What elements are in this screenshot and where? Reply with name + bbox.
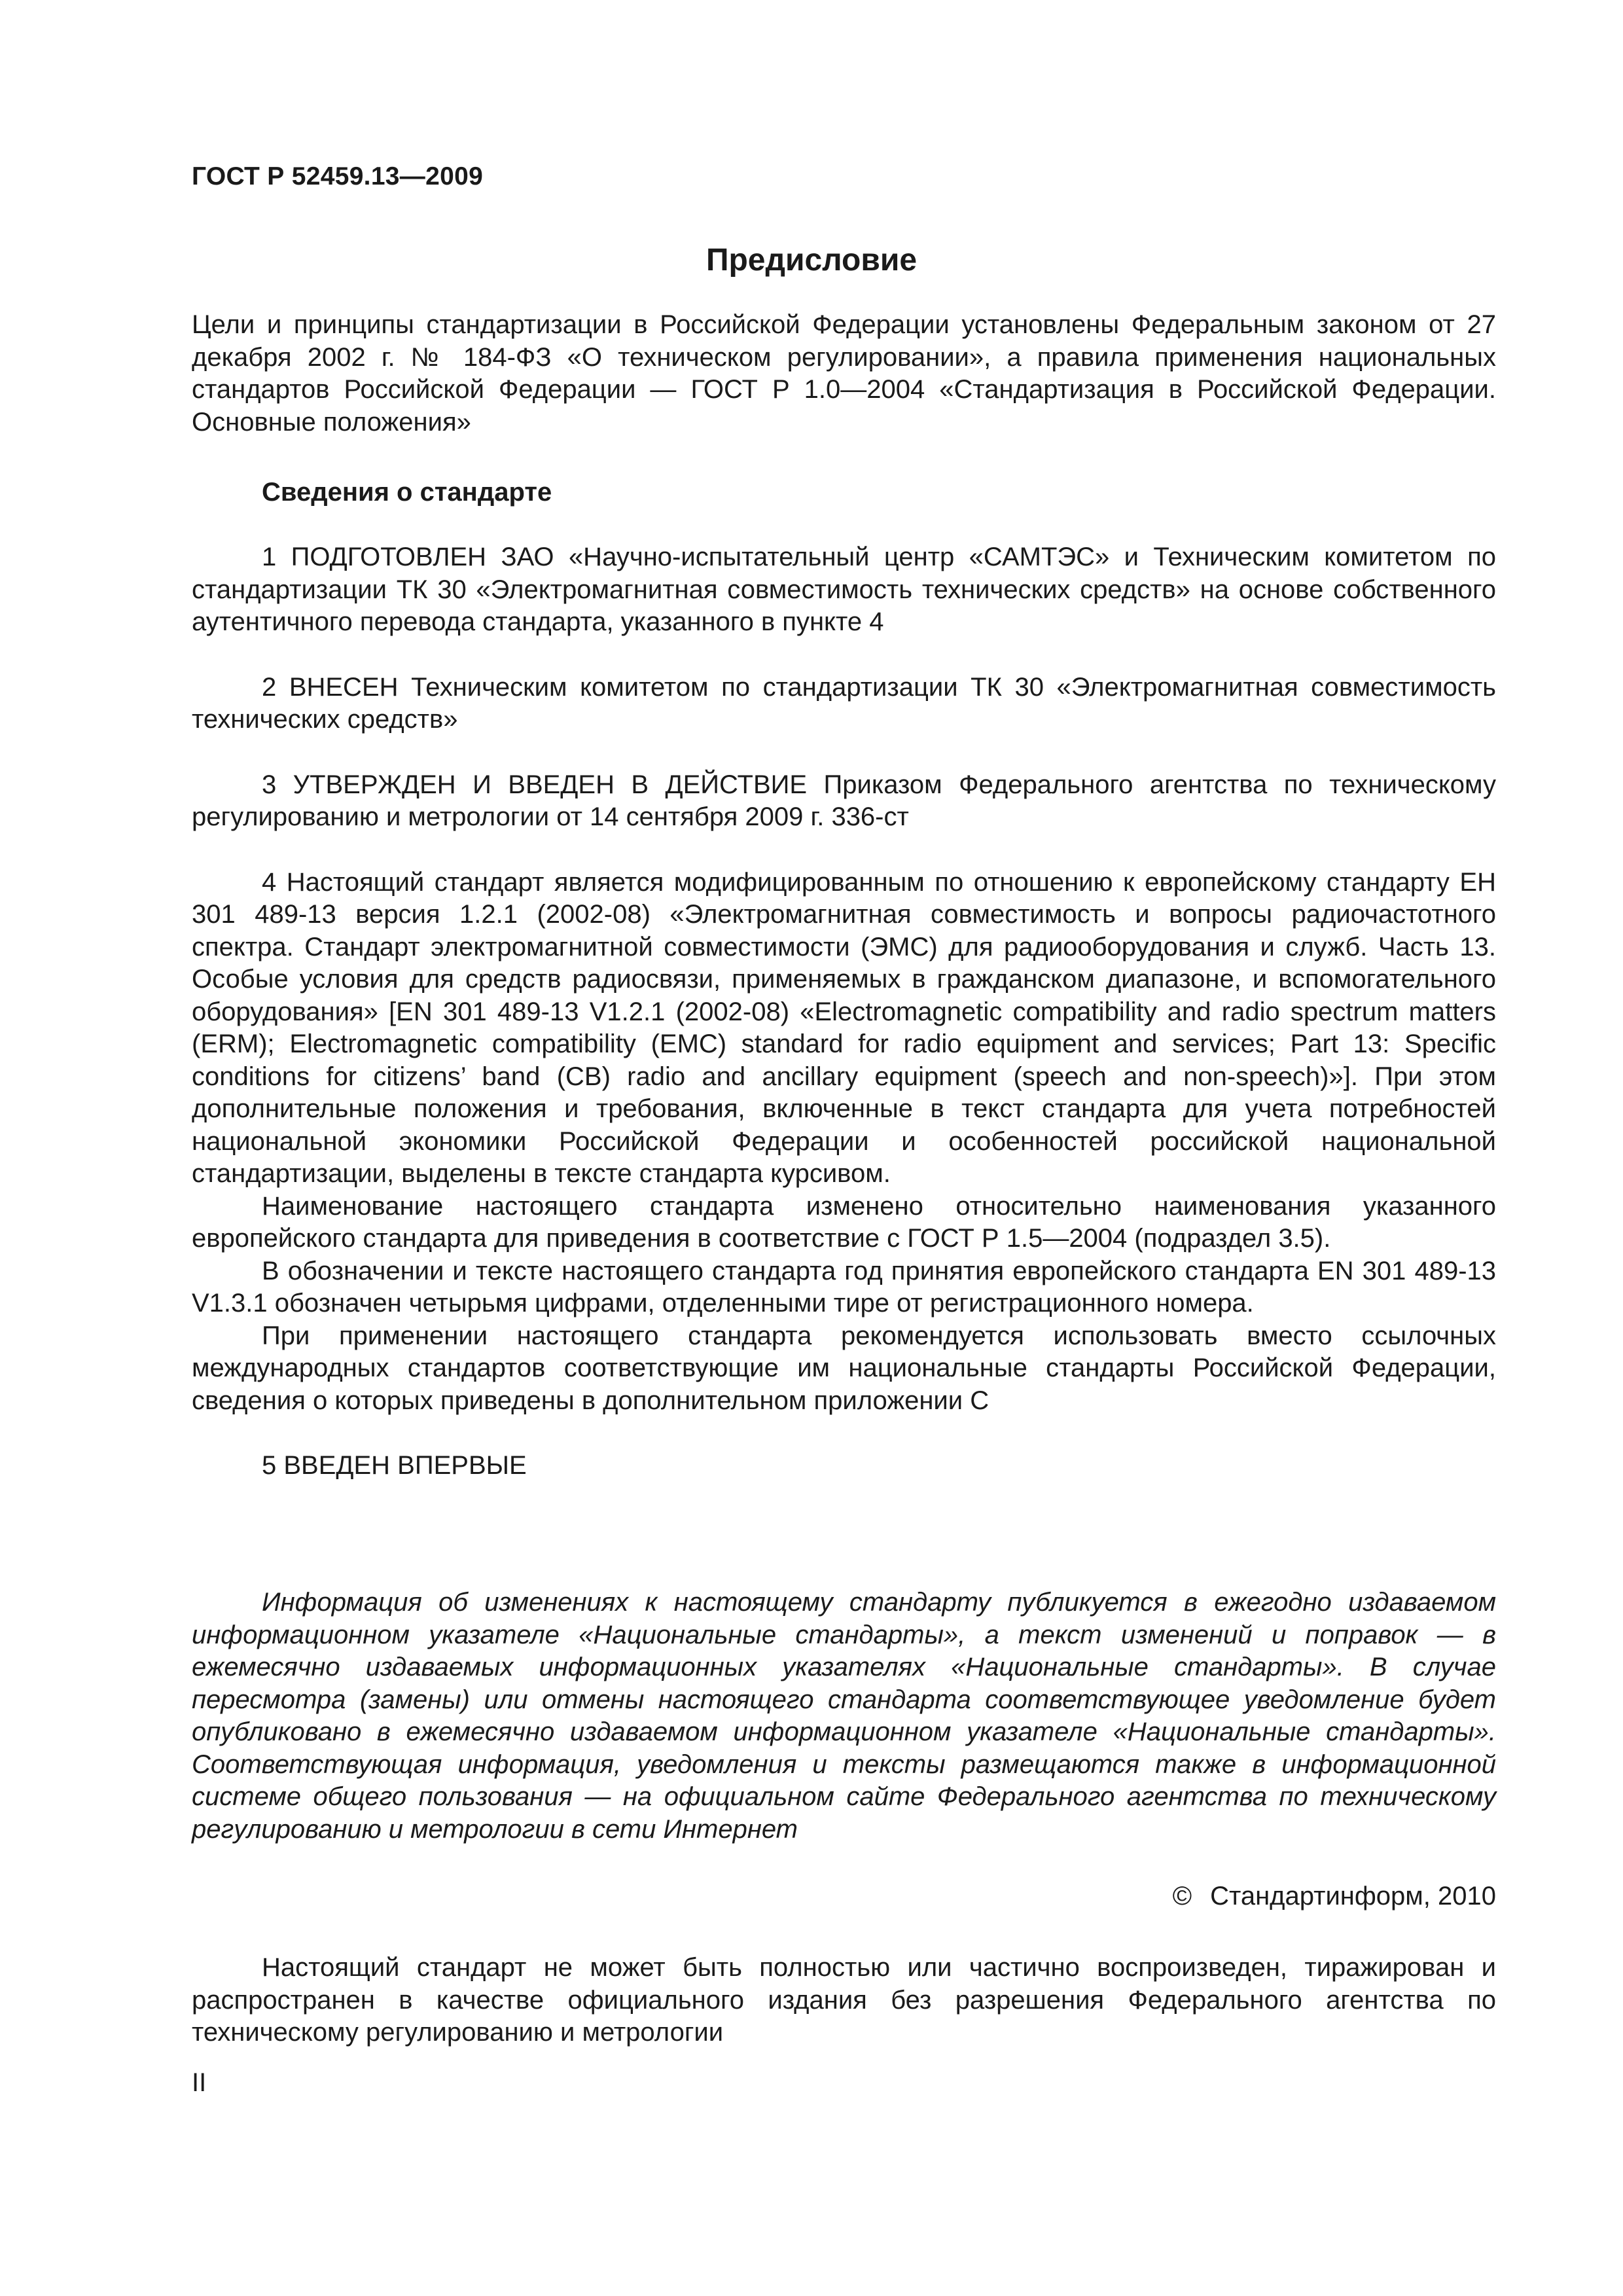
page-title: Предисловие [705,243,918,278]
item-prepared: 1 ПОДГОТОВЛЕН ЗАО «Научно-испытательный центр «САМТЭС» и Техническим комитетом по стандартизации ТК 30 «Электромагнитная совместимость технических средств» на основе собственного аутентичного перевода стандарта, указанного в пункте 4 [192,543,1496,636]
item-modification-name: Наименование настоящего стандарта изменено относительно наименования указанного европейского стандарта для приведения в соответствие с ГОСТ Р 1.5—2004 (подраздел 3.5). [192,1191,1496,1253]
copyright-line [1173,1882,1496,1911]
intro-paragraph: Цели и принципы стандартизации в Российской Федерации установлены Федеральным законом от 27 декабря 2002 г. № 184-ФЗ «О техническом регулировании», а правила применения национальных стандартов Российской Федерации — ГОСТ Р 1.0—2004 «Стандартизация в Российской Федерации. Основные положения» [192,310,1496,437]
rights-statement: Настоящий стандарт не может быть полностью или частично воспроизведен, тиражирован и распространен в качестве официального издания без разрешения Федерального агентства по техническому регулированию и метрологии [192,1953,1496,2047]
item-first-introduced: 5 ВВЕДЕН ВПЕРВЫЕ [262,1451,527,1480]
item-approved: 3 УТВЕРЖДЕН И ВВЕДЕН В ДЕЙСТВИЕ Приказом Федерального агентства по техническому регулированию и метрологии от 14 сентября 2009 г. 336-ст [192,770,1496,831]
item-introduced: 2 ВНЕСЕН Техническим комитетом по стандартизации ТК 30 «Электромагнитная совместимость технических средств» [192,672,1496,734]
item-modification-references: При применении настоящего стандарта рекомендуется использовать вместо ссылочных международных стандартов соответствующие им национальные стандарты Российской Федерации, сведения о которых приведены в дополнительном приложении С [192,1321,1496,1415]
changes-notice: Информация об изменениях к настоящему стандарту публикуется в ежегодно издаваемом информационном указателе «Национальные стандарты», а текст изменений и поправок — в ежемесячно издаваемых информационных указателях «Национальные стандарты». В случае пересмотра (замены) или отмены настоящего стандарта соответствующее уведомление будет опубликовано в ежемесячно издаваемом информационном указателе «Национальные стандарты». Соответствующая информация, уведомления и тексты размещаются также в информационной системе общего пользования — на официальном сайте Федерального агентства по техническому регулированию и метрологии в сети Интернет [192,1588,1496,1844]
copyright-symbol: © [1172,1882,1192,1910]
page-number: II [192,2068,207,2097]
item-modification-year: В обозначении и тексте настоящего стандарта год принятия европейского стандарта EN 301 489-13 V1.3.1 обозначен четырьмя цифрами, отделенными тире от регистрационного номера. [192,1256,1496,1318]
item-modification: 4 Настоящий стандарт является модифицированным по отношению к европейскому стандарту ЕН 301 489-13 версия 1.2.1 (2002-08) «Электромагнитная совместимость и вопросы радиочастотного спектра. Стандарт электромагнитной совместимости (ЭМС) для радиооборудования и служб. Часть 13. Особые условия для средств радиосвязи, применяемых в гражданском диапазоне, и вспомогательного оборудования» [EN 301 489-13 V1.2.1 (2002-08) «Electromagnetic compatibility and radio spectrum matters (ERM); Electromagnetic compatibility (EMC) standard for radio equipment and services; Part 13: Specific conditions for citizens’ band (CB) radio and ancillary equipment (speech and non-speech)»]. При этом дополнительные положения и требования, включенные в текст стандарта для учета потребностей национальной экономики Российской Федерации и особенностей российской национальной стандартизации, выделены в тексте стандарта курсивом. [192,867,1496,1188]
standard-info-list [192,541,1496,1482]
document-code: ГОСТ Р 52459.13—2009 [192,162,484,190]
section-heading: Сведения о стандарте [262,478,552,507]
copyright-text: Стандартинформ, 2010 [1210,1882,1496,1910]
